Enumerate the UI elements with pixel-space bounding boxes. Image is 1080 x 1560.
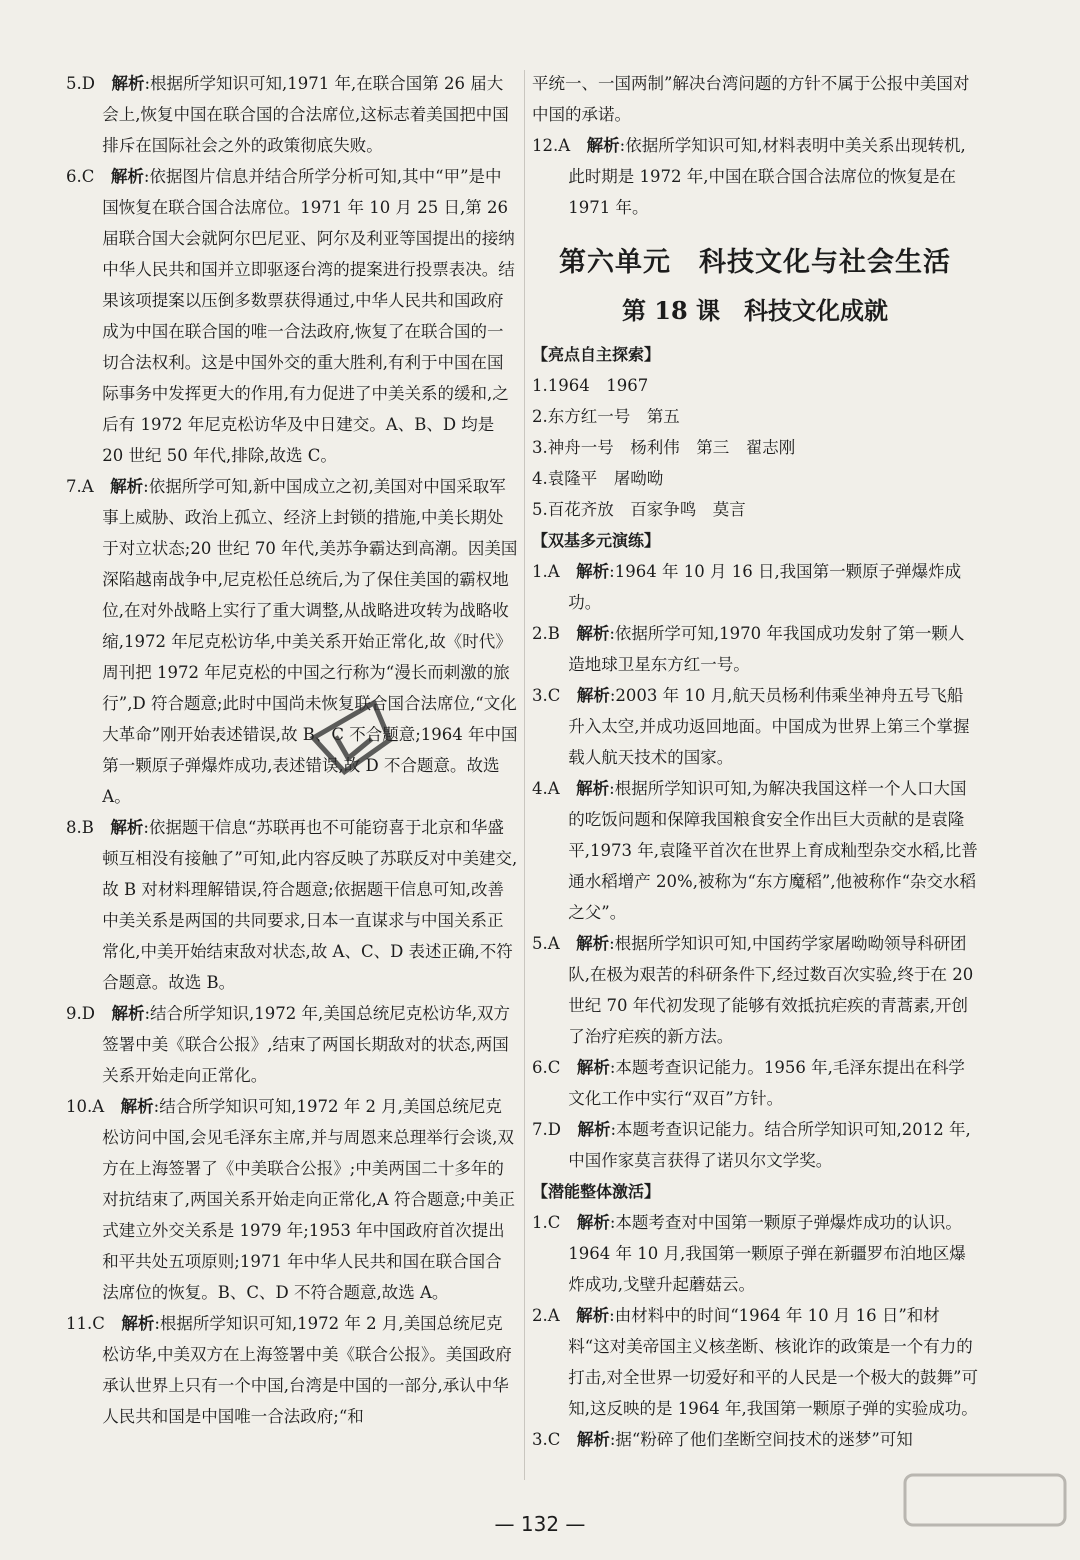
answer-number: 9.D	[66, 1004, 112, 1023]
answer-item: 平统一、一国两制”解决台湾问题的方针不属于公报中美国对中国的承诺。	[532, 74, 970, 124]
analysis-text: :依据所学可知,1970 年我国成功发射了第一颗人造地球卫星东方红一号。	[568, 624, 965, 674]
analysis-text: :本题考查识记能力。1956 年,毛泽东提出在科学文化工作中实行“双百”方针。	[568, 1058, 965, 1108]
answer-item	[66, 812, 518, 998]
analysis-text: :根据所学知识可知,1972 年 2 月,美国总统尼克松访华,中美双方在上海签署中美《联合公报》。美国政府承认世界上只有一个中国,台湾是中国的一部分,承认中华人民共和国是中国唯一合法政府;“和	[102, 1314, 512, 1426]
answer-number: 11.C	[66, 1314, 122, 1333]
answer-item	[66, 998, 518, 1091]
analysis-text: :由材料中的时间“1964 年 10 月 16 日”和材料“这对美帝国主义核垄断、核讹诈的政策是一个有力的打击,对全世界一切爱好和平的人民是一个极大的鼓舞”可知,这反映的是 1964 年,我国第一颗原子弹的实验成功。	[568, 1306, 978, 1418]
answer-number: 1.A	[532, 562, 577, 581]
column-divider	[524, 70, 525, 1480]
analysis-text: :根据所学知识可知,为解决我国这样一个人口大国的吃饭问题和保障我国粮食安全作出巨大贡献的是袁隆平,1973 年,袁隆平首次在世界上育成籼型杂交水稻,比普通水稻增产 20%,被称为“东方魔稻”,他被称作“杂交水稻之父”。	[568, 779, 978, 922]
analysis-label: 解析	[576, 686, 610, 705]
section-3-list	[532, 1207, 978, 1455]
answer-item	[532, 1114, 978, 1176]
analysis-label: 解析	[576, 779, 610, 798]
answer-item	[532, 1052, 978, 1114]
answer-number: 6.C	[532, 1058, 577, 1077]
left-column	[66, 68, 518, 1432]
answer-item	[66, 1091, 518, 1308]
fill-answer-line: 2.东方红一号 第五	[532, 407, 680, 426]
answer-item	[532, 1424, 978, 1455]
analysis-label: 解析	[576, 1213, 610, 1232]
analysis-label: 解析	[576, 562, 610, 581]
answer-item	[66, 1308, 518, 1432]
analysis-text: :1964 年 10 月 16 日,我国第一颗原子弹爆炸成功。	[568, 562, 962, 612]
analysis-text: :本题考查识记能力。结合所学知识可知,2012 年,中国作家莫言获得了诺贝尔文学奖。	[568, 1120, 971, 1170]
analysis-label: 解析	[576, 1430, 610, 1449]
answer-item	[532, 1207, 978, 1300]
fill-answer-line: 4.袁隆平 屠呦呦	[532, 469, 664, 488]
answer-item	[66, 68, 518, 161]
section-heading-3: 【潜能整体激活】	[532, 1182, 661, 1201]
analysis-label: 解析	[121, 1314, 155, 1333]
answer-item	[66, 161, 518, 471]
answer-number: 4.A	[532, 779, 577, 798]
answer-item	[532, 618, 978, 680]
answer-number: 7.D	[532, 1120, 578, 1139]
answer-number: 10.A	[66, 1097, 121, 1116]
section-2-list	[532, 556, 978, 1176]
answer-item	[532, 1300, 978, 1424]
analysis-text: :2003 年 10 月,航天员杨利伟乘坐神舟五号飞船升入太空,并成功返回地面。中国成为世界上第三个掌握载人航天技术的国家。	[568, 686, 970, 767]
analysis-text: :依据图片信息并结合所学分析可知,其中“甲”是中国恢复在联合国合法席位。1971 年 10 月 25 日,第 26 届联合国大会就阿尔巴尼亚、阿尔及利亚等国提出的接纳中华人民共和国并立即驱逐台湾的提案进行投票表决。结果该项提案以压倒多数票获得通过,中华人民共和国政府成为中国在联合国的唯一合法政府,恢复了在联合国的一切合法权利。这是中国外交的重大胜利,有利于中国在国际事务中发挥更大的作用,有力促进了中美关系的缓和,之后有 1972 年尼克松访华及中日建交。A、B、D 均是 20 世纪 50 年代,排除,故选 C。	[102, 167, 515, 465]
answer-item	[532, 928, 978, 1052]
analysis-label: 解析	[577, 1120, 611, 1139]
answer-item	[532, 680, 978, 773]
analysis-text: :根据所学知识可知,1971 年,在联合国第 26 届大会上,恢复中国在联合国的合法席位,这标志着美国把中国排斥在国际社会之外的政策彻底失败。	[102, 74, 509, 155]
answer-number: 2.A	[532, 1306, 577, 1325]
answer-item	[532, 773, 978, 928]
analysis-text: :结合所学知识可知,1972 年 2 月,美国总统尼克松访问中国,会见毛泽东主席,并与周恩来总理举行会谈,双方在上海签署了《中美联合公报》;中美两国二十多年的对抗结束了,两国关系开始走向正常化,A 符合题意;中美正式建立外交关系是 1979 年;1953 年中国政府首次提出和平共处五项原则;1971 年中华人民共和国在联合国合法席位的恢复。B、C、D 不符合题意,故选 A。	[102, 1097, 516, 1302]
right-top-answers	[532, 68, 978, 223]
analysis-label: 解析	[110, 477, 144, 496]
answer-number: 5.D	[66, 74, 112, 93]
section-1-list	[532, 370, 978, 525]
analysis-label: 解析	[576, 934, 610, 953]
analysis-label: 解析	[586, 136, 620, 155]
answer-number: 12.A	[532, 136, 587, 155]
answer-number: 3.C	[532, 686, 577, 705]
analysis-text: :本题考查对中国第一颗原子弹爆炸成功的认识。1964 年 10 月,我国第一颗原子弹在新疆罗布泊地区爆炸成功,戈壁升起蘑菇云。	[568, 1213, 966, 1294]
analysis-label: 解析	[110, 167, 144, 186]
analysis-label: 解析	[120, 1097, 154, 1116]
analysis-text: :依据所学知识可知,材料表明中美关系出现转机,此时期是 1972 年,中国在联合国合法席位的恢复是在 1971 年。	[568, 136, 966, 217]
analysis-label: 解析	[111, 1004, 145, 1023]
answer-item	[66, 471, 518, 812]
unit-title: 第六单元 科技文化与社会生活	[559, 247, 951, 278]
answer-number: 6.C	[66, 167, 111, 186]
analysis-text: :据“粉碎了他们垄断空间技术的迷梦”可知	[609, 1430, 913, 1449]
analysis-text: :依据题干信息“苏联再也不可能窃喜于北京和华盛顿互相没有接触了”可知,此内容反映了苏联反对中美建交,故 B 对材料理解错误,符合题意;依据题干信息可知,改善中美关系是两国的共同要求,日本一直谋求与中国关系正常化,中美开始结束敌对状态,故 A、C、D 表述正确,不符合题意。故选 B。	[102, 818, 518, 992]
section-heading-1: 【亮点自主探索】	[532, 345, 661, 364]
analysis-text: :结合所学知识,1972 年,美国总统尼克松访华,双方签署中美《联合公报》,结束了两国长期敌对的状态,两国关系开始走向正常化。	[102, 1004, 511, 1085]
analysis-text: :依据所学可知,新中国成立之初,美国对中国采取军事上威胁、政治上孤立、经济上封锁的措施,中美长期处于对立状态;20 世纪 70 年代,美苏争霸达到高潮。因美国深陷越南战争中,尼克松任总统后,为了保住美国的霸权地位,在对外战略上实行了重大调整,从战略进攻转为战略收缩,1972 年尼克松访华,中美关系开始正常化,故《时代》周刊把 1972 年尼克松的中国之行称为“漫长而刺激的旅行”,D 符合题意;此时中国尚未恢复联合国合法席位,“文化大革命”刚开始表述错误,故 B、C 不合题意;1964 年中国第一颗原子弹爆炸成功,表述错误,故 D 不合题意。故选 A。	[102, 477, 518, 806]
analysis-label: 解析	[111, 74, 145, 93]
analysis-label: 解析	[576, 1306, 610, 1325]
analysis-label: 解析	[576, 1058, 610, 1077]
answer-number: 3.C	[532, 1430, 577, 1449]
answer-number: 2.B	[532, 624, 577, 643]
fill-answer-line: 5.百花齐放 百家争鸣 莫言	[532, 500, 746, 519]
page-number: — 132 —	[494, 1512, 586, 1536]
answer-item	[532, 130, 978, 223]
right-column	[532, 68, 978, 1455]
answer-number: 8.B	[66, 818, 111, 837]
answer-item	[532, 556, 978, 618]
section-heading-2: 【双基多元演练】	[532, 531, 661, 550]
fill-answer-line: 3.神舟一号 杨利伟 第三 翟志刚	[532, 438, 796, 457]
answer-number: 1.C	[532, 1213, 577, 1232]
answer-number: 5.A	[532, 934, 577, 953]
fill-answer-line: 1.1964 1967	[532, 376, 649, 395]
analysis-label: 解析	[576, 624, 610, 643]
lesson-title: 第 18 课 科技文化成就	[621, 296, 889, 325]
analysis-label: 解析	[110, 818, 144, 837]
answer-number: 7.A	[66, 477, 111, 496]
analysis-text: :根据所学知识可知,中国药学家屠呦呦领导科研团队,在极为艰苦的科研条件下,经过数百次实验,终于在 20 世纪 70 年代初发现了能够有效抵抗疟疾的青蒿素,开创了治疗疟疾的新方法。	[568, 934, 974, 1046]
